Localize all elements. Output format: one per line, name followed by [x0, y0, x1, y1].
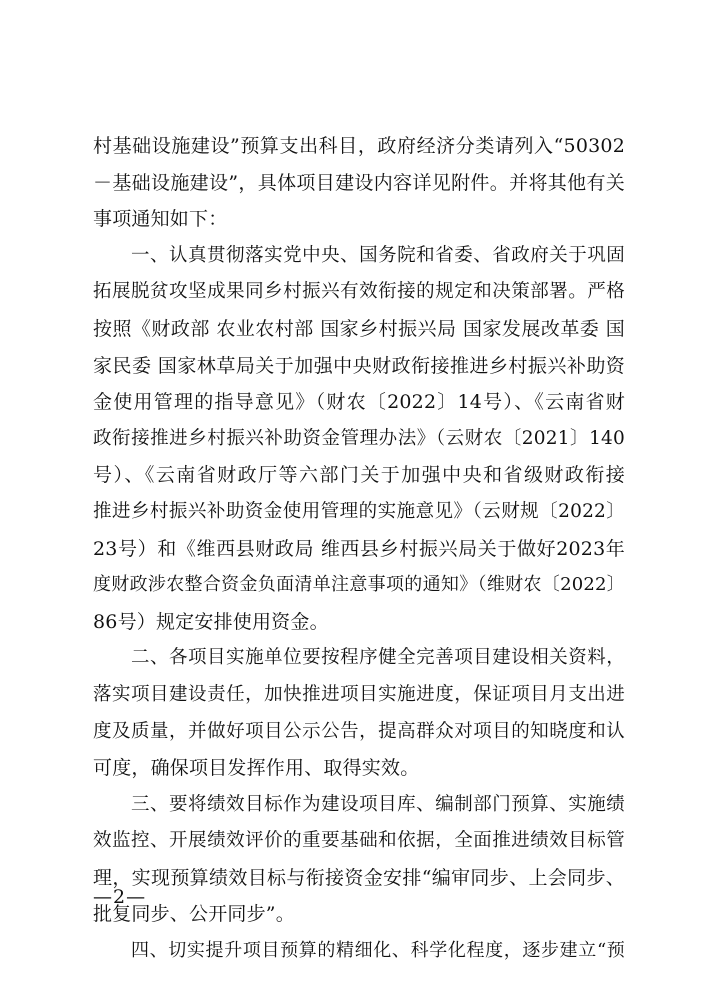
- paragraph-item-3: [93, 787, 625, 933]
- paragraph-item-1: [93, 238, 625, 641]
- text-line: 家民委 国家林草局关于加强中央财政衔接推进乡村振兴补助资: [93, 354, 625, 377]
- paragraph-item-4: [93, 933, 625, 970]
- text-line: 效监控、开展绩效评价的重要基础和依据，全面推进绩效目标管: [93, 830, 625, 852]
- text-line: 可度，确保项目发挥作用、取得实效。: [93, 757, 420, 780]
- text-line: 金使用管理的指导意见》（财农〔2022〕14号）、《云南省财: [93, 391, 625, 414]
- text-line: －基础设施建设”，具体项目建设内容详见附件。并将其他有关: [93, 171, 625, 194]
- text-line: 村基础设施建设”预算支出科目，政府经济分类请列入“50302: [93, 135, 625, 157]
- text-line: 批复同步、公开同步”。: [93, 903, 295, 926]
- text-line: 度及质量，并做好项目公示公告，提高群众对项目的知晓度和认: [93, 720, 625, 742]
- text-line: 按照《财政部 农业农村部 国家乡村振兴局 国家发展改革委 国: [93, 317, 625, 340]
- text-line: 拓展脱贫攻坚成果同乡村振兴有效衔接的规定和决策部署。严格: [93, 281, 625, 303]
- text-line: 落实项目建设责任，加快推进项目实施进度，保证项目月支出进: [93, 683, 625, 705]
- text-line: 一、认真贯彻落实党中央、国务院和省委、省政府关于巩固: [131, 244, 625, 266]
- paragraph-item-2: [93, 640, 625, 786]
- text-line: 86号）规定安排使用资金。: [93, 610, 329, 633]
- document-body: [93, 128, 625, 970]
- text-line: 二、各项目实施单位要按程序健全完善项目建设相关资料，: [131, 647, 625, 669]
- page-number: —2—: [93, 886, 147, 908]
- text-line: 23号）和《维西县财政局 维西县乡村振兴局关于做好2023年: [93, 537, 625, 560]
- text-line: 四、切实提升项目预算的精细化、科学化程度，逐步建立“预: [131, 940, 625, 962]
- paragraph-continuation: [93, 128, 625, 238]
- text-line: 三、要将绩效目标作为建设项目库、编制部门预算、实施绩: [131, 793, 625, 815]
- text-line: 理，实现预算绩效目标与衔接资金安排“编审同步、上会同步、: [93, 866, 625, 889]
- text-line: 号）、《云南省财政厅等六部门关于加强中央和省级财政衔接: [93, 464, 625, 487]
- text-line: 事项通知如下：: [93, 208, 228, 231]
- text-line: 推进乡村振兴补助资金使用管理的实施意见》（云财规〔2022〕: [93, 500, 625, 522]
- text-line: 度财政涉农整合资金负面清单注意事项的通知》（维财农〔2022〕: [93, 574, 625, 596]
- text-line: 政衔接推进乡村振兴补助资金管理办法》（云财农〔2021〕140: [93, 427, 625, 449]
